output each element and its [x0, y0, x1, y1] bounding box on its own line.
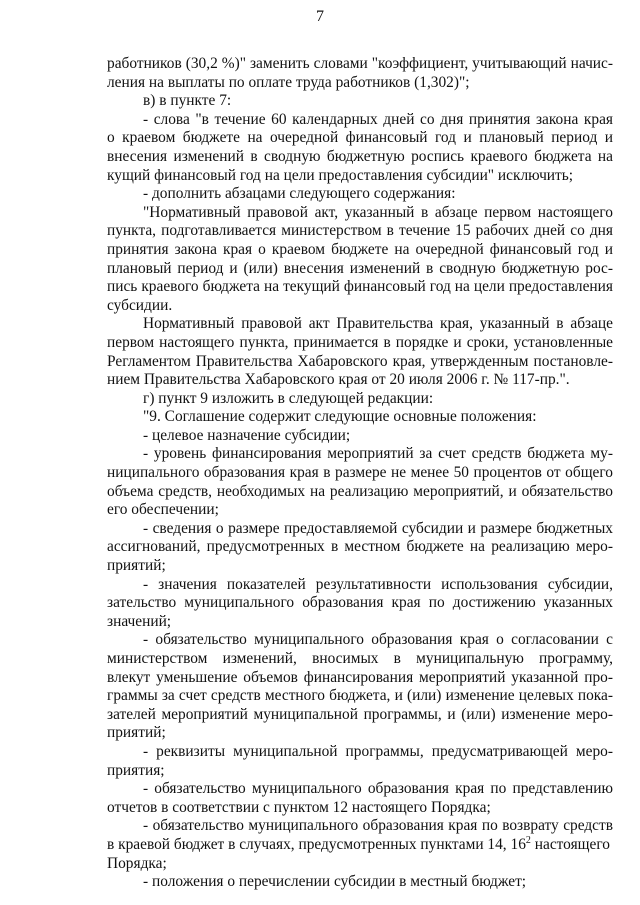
text-line: Нормативный правовой акт Правительства края, указанный в абзаце: [143, 315, 613, 333]
text-line: пункта, подготавливается министерством в течение 15 рабочих дней со дня: [107, 222, 613, 240]
text-line: - сведения о размере предоставляемой субсидии и размере бюджетных: [143, 519, 613, 537]
text-line: - уровень финансирования мероприятий за счет средств бюджета му-: [143, 445, 613, 463]
text-line: объема средств, необходимых на реализацию мероприятий, и обязательство: [107, 482, 613, 500]
text-line-main: в краевой бюджет в случаях, предусмотренных пунктами 14, 16: [107, 835, 526, 853]
text-line: - слова "в течение 60 календарных дней со дня принятия закона края: [143, 110, 613, 128]
text-line: Регламентом Правительства Хабаровского края, утвержденным постановле-: [107, 352, 613, 370]
text-line: отчетов в соответствии с пунктом 12 настоящего Порядка;: [107, 798, 491, 816]
text-line: работников (30,2 %)" заменить словами "коэффициент, учитывающий начис-: [107, 55, 613, 72]
text-line: зателей мероприятий муниципальной программы, и (или) изменение меро-: [107, 705, 613, 723]
text-line: приятий;: [107, 557, 166, 575]
text-line: в) в пункте 7:: [143, 92, 232, 110]
text-line: плановый период и (или) внесения изменений в сводную бюджетную рос-: [107, 259, 613, 277]
text-line: - положения о перечислении субсидии в местный бюджет;: [143, 873, 527, 891]
text-line: кущий финансовый год на цели предоставления субсидии" исключить;: [107, 166, 574, 184]
text-line: пись краевого бюджета на текущий финансовый год на цели предоставления: [107, 278, 613, 296]
text-line: ниципального образования края в размере не менее 50 процентов от общего: [107, 464, 613, 482]
text-line: - обязательство муниципального образования края по представлению: [143, 780, 613, 798]
text-line: - целевое назначение субсидии;: [143, 426, 351, 444]
text-line: "Нормативный правовой акт, указанный в абзаце первом настоящего: [143, 203, 613, 221]
text-line: его обеспечении;: [107, 501, 219, 519]
text-line: - обязательство муниципального образования края о согласовании с: [143, 631, 613, 649]
superscript: 2: [525, 834, 531, 846]
page-number: 7: [316, 8, 324, 25]
text-line: "9. Соглашение содержит следующие основные положения:: [143, 408, 537, 426]
text-line: принятия закона края о краевом бюджете на очередной финансовый год и: [107, 240, 613, 258]
text-line: министерством изменений, вносимых в муниципальную программу,: [107, 650, 613, 667]
text-line: приятия;: [107, 761, 165, 779]
document-body: [107, 55, 613, 892]
text-line: внесения изменений в сводную бюджетную роспись краевого бюджета на: [107, 147, 613, 165]
text-line: Порядка;: [107, 854, 167, 872]
text-line: нием Правительства Хабаровского края от 20 июля 2006 г. № 117-пр.".: [107, 371, 570, 389]
text-line: г) пункт 9 изложить в следующей редакции:: [143, 389, 434, 407]
text-line: влекут уменьшение объемов финансирования мероприятий указанной про-: [107, 668, 613, 686]
text-line: субсидии.: [107, 296, 173, 314]
text-line: граммы за счет средств местного бюджета, и (или) изменение целевых пока-: [107, 687, 613, 705]
text-line: ассигнований, предусмотренных в местном бюджете на реализацию меро-: [107, 538, 613, 556]
text-line: первом настоящего пункта, принимается в порядке и сроки, установленные: [107, 333, 613, 351]
text-line: - значения показателей результативности использования субсидии,: [143, 575, 613, 593]
text-line: значений;: [107, 612, 172, 630]
text-line: о краевом бюджете на очередной финансовый год и плановый период и: [107, 129, 613, 147]
text-line-tail: настоящего: [534, 835, 610, 853]
text-line-with-superscript: [107, 836, 613, 855]
text-line: - обязательство муниципального образования края по возврату средств: [143, 817, 613, 835]
text-line: - реквизиты муниципальной программы, предусматривающей меро-: [143, 742, 613, 760]
text-line: приятий;: [107, 724, 166, 742]
text-line: - дополнить абзацами следующего содержания:: [143, 185, 456, 203]
text-line: зательство муниципального образования края по достижению указанных: [107, 594, 613, 612]
text-line: ления на выплаты по оплате труда работников (1,302)";: [107, 73, 470, 91]
